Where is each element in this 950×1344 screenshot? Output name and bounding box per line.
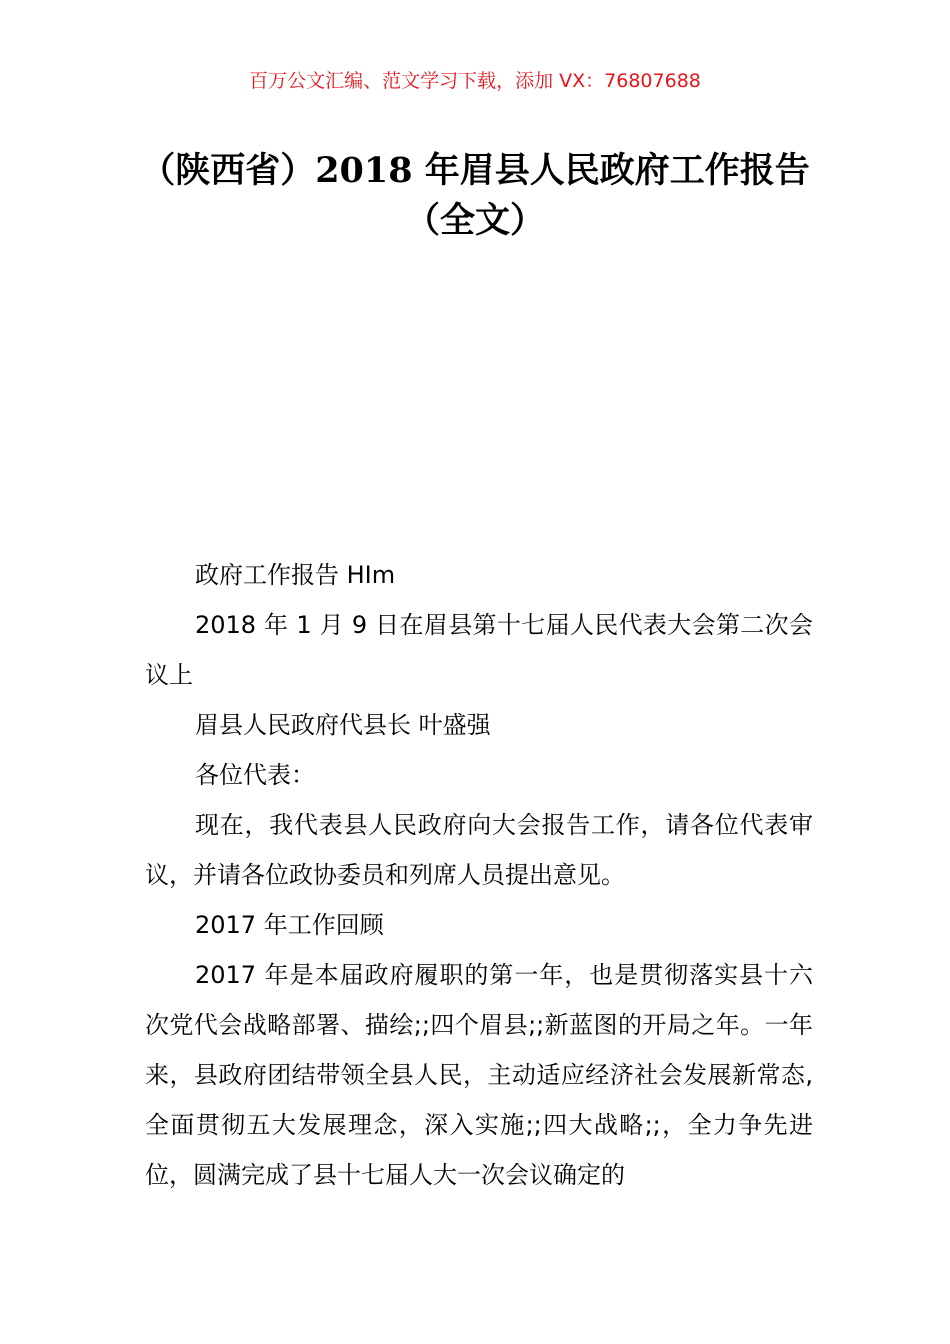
paragraph-2017-summary: 2017 年是本届政府履职的第一年，也是贯彻落实县十六次党代会战略部署、描绘;;四个眉县;;新蓝图的开局之年。一年来，县政府团结带领全县人民，主动适应经济社会发展新常态, 全面贯彻五大发展理念，深入实施;;四大战略;;，全力争先进位，圆满完成了县十七届人大一次会议确定的 [145,961,813,1189]
watermark-header: 百万公文汇编、范文学习下载，添加 VX：76807688 [249,70,701,92]
paragraph-report-label: 政府工作报告 HIm [195,561,396,589]
paragraph-intro: 现在，我代表县人民政府向大会报告工作，请各位代表审议，并请各位政协委员和列席人员提出意见。 [145,811,813,889]
paragraph-salutation: 各位代表： [195,761,315,789]
section-heading-2017-review: 2017 年工作回顾 [195,911,384,939]
title-line-1: （陕西省）2018 年眉县人民政府工作报告 [140,150,810,191]
document-title [100,146,850,246]
title-line-2: （全文） [404,200,545,241]
paragraph-speaker: 眉县人民政府代县长 叶盛强 [195,711,491,739]
document-body [145,550,813,1200]
paragraph-meeting-date: 2018 年 1 月 9 日在眉县第十七届人民代表大会第二次会议上 [145,611,813,689]
